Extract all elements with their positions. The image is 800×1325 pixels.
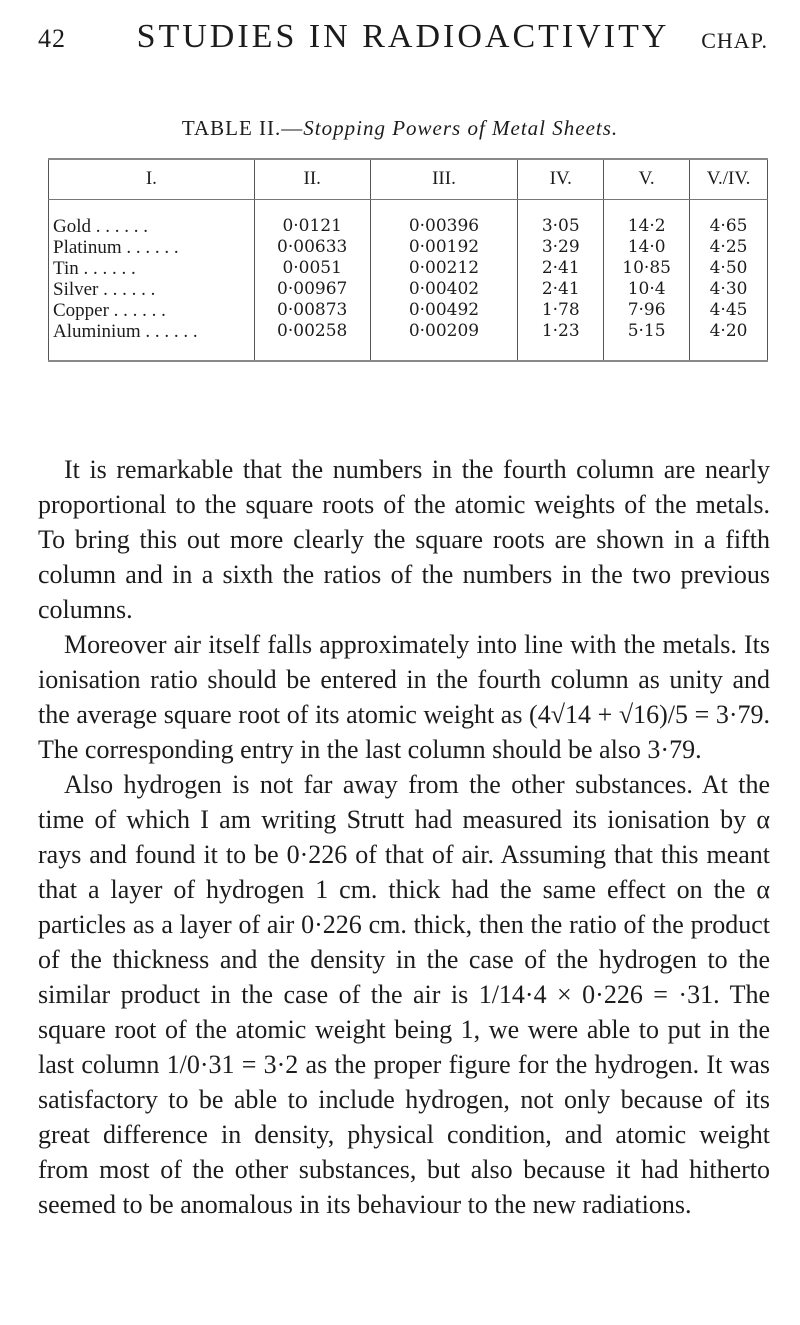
column-header: I. (49, 159, 255, 199)
metal-name-cell: Copper . . . . . . (49, 300, 255, 321)
value-cell: 0·00492 (370, 300, 518, 321)
value-cell: 4·65 (690, 199, 768, 237)
value-cell: 5·15 (604, 321, 690, 361)
value-cell: 2·41 (518, 279, 604, 300)
value-cell: 0·0051 (254, 258, 370, 279)
metal-name-cell: Gold . . . . . . (49, 199, 255, 237)
paragraph: It is remarkable that the numbers in the fourth column are nearly proportional to the square roots of the atomic weights of the metals. To bring this out more clearly the square roots are shown in a fifth column and in a sixth the ratios of the numbers in the two previous columns. (38, 455, 770, 624)
value-cell: 4·50 (690, 258, 768, 279)
page-header (38, 18, 768, 58)
value-cell: 4·25 (690, 237, 768, 258)
column-header: IV. (518, 159, 604, 199)
value-cell: 10·4 (604, 279, 690, 300)
value-cell: 3·29 (518, 237, 604, 258)
table-row (49, 321, 768, 361)
table-header-row (49, 159, 768, 199)
table-row (49, 199, 768, 237)
table-row (49, 300, 768, 321)
table-row (49, 258, 768, 279)
stopping-powers-table (48, 158, 768, 362)
column-header: V. (604, 159, 690, 199)
value-cell: 4·30 (690, 279, 768, 300)
metal-name-cell: Platinum . . . . . . (49, 237, 255, 258)
table-caption-subtitle: Stopping Powers of Metal Sheets. (303, 116, 619, 140)
value-cell: 14·2 (604, 199, 690, 237)
value-cell: 0·00873 (254, 300, 370, 321)
table-row (49, 279, 768, 300)
value-cell: 1·78 (518, 300, 604, 321)
value-cell: 10·85 (604, 258, 690, 279)
value-cell: 7·96 (604, 300, 690, 321)
value-cell: 1·23 (518, 321, 604, 361)
column-header: V./IV. (690, 159, 768, 199)
metal-name-cell: Silver . . . . . . (49, 279, 255, 300)
paragraph: Moreover air itself falls approximately into line with the metals. Its ionisation ratio should be entered in the fourth column as unity and the average square root of its atomic weight as (4√14 + √16)/5 = 3·79. The corresponding entry in the last column should be also 3·79. (38, 630, 770, 764)
value-cell: 0·00209 (370, 321, 518, 361)
value-cell: 0·00396 (370, 199, 518, 237)
value-cell: 2·41 (518, 258, 604, 279)
running-title: STUDIES IN RADIOACTIVITY (136, 18, 670, 55)
value-cell: 0·00258 (254, 321, 370, 361)
value-cell: 3·05 (518, 199, 604, 237)
metal-name-cell: Tin . . . . . . (49, 258, 255, 279)
value-cell: 0·00967 (254, 279, 370, 300)
table-caption (0, 116, 800, 141)
table-row (49, 237, 768, 258)
value-cell: 0·00402 (370, 279, 518, 300)
value-cell: 0·00192 (370, 237, 518, 258)
value-cell: 0·0121 (254, 199, 370, 237)
paragraph: Also hydrogen is not far away from the other substances. At the time of which I am writing Strutt had measured its ionisation by α rays and found it to be 0·226 of that of air. Assuming that this meant that a layer of hydrogen 1 cm. thick had the same effect on the α particles as a layer of air 0·226 cm. thick, then the ratio of the product of the thickness and the density in the case of the hydrogen to the similar product in the case of the air is 1/14·4 × 0·226 = ·31. The square root of the atomic weight being 1, we were able to put in the last column 1/0·31 = 3·2 as the proper figure for the hydrogen. It was satisfactory to be able to include hydrogen, not only because of its great difference in density, physical condition, and atomic weight from most of the other substances, but also because it had hitherto seemed to be anomalous in its behaviour to the new radiations. (38, 770, 770, 1219)
body-text (38, 452, 770, 1222)
value-cell: 4·20 (690, 321, 768, 361)
value-cell: 0·00633 (254, 237, 370, 258)
column-header: III. (370, 159, 518, 199)
page-number: 42 (38, 24, 66, 53)
value-cell: 0·00212 (370, 258, 518, 279)
column-header: II. (254, 159, 370, 199)
value-cell: 14·0 (604, 237, 690, 258)
table-caption-main: TABLE II.— (181, 116, 304, 140)
metal-name-cell: Aluminium . . . . . . (49, 321, 255, 361)
value-cell: 4·45 (690, 300, 768, 321)
chapter-label: CHAP. (701, 28, 768, 53)
